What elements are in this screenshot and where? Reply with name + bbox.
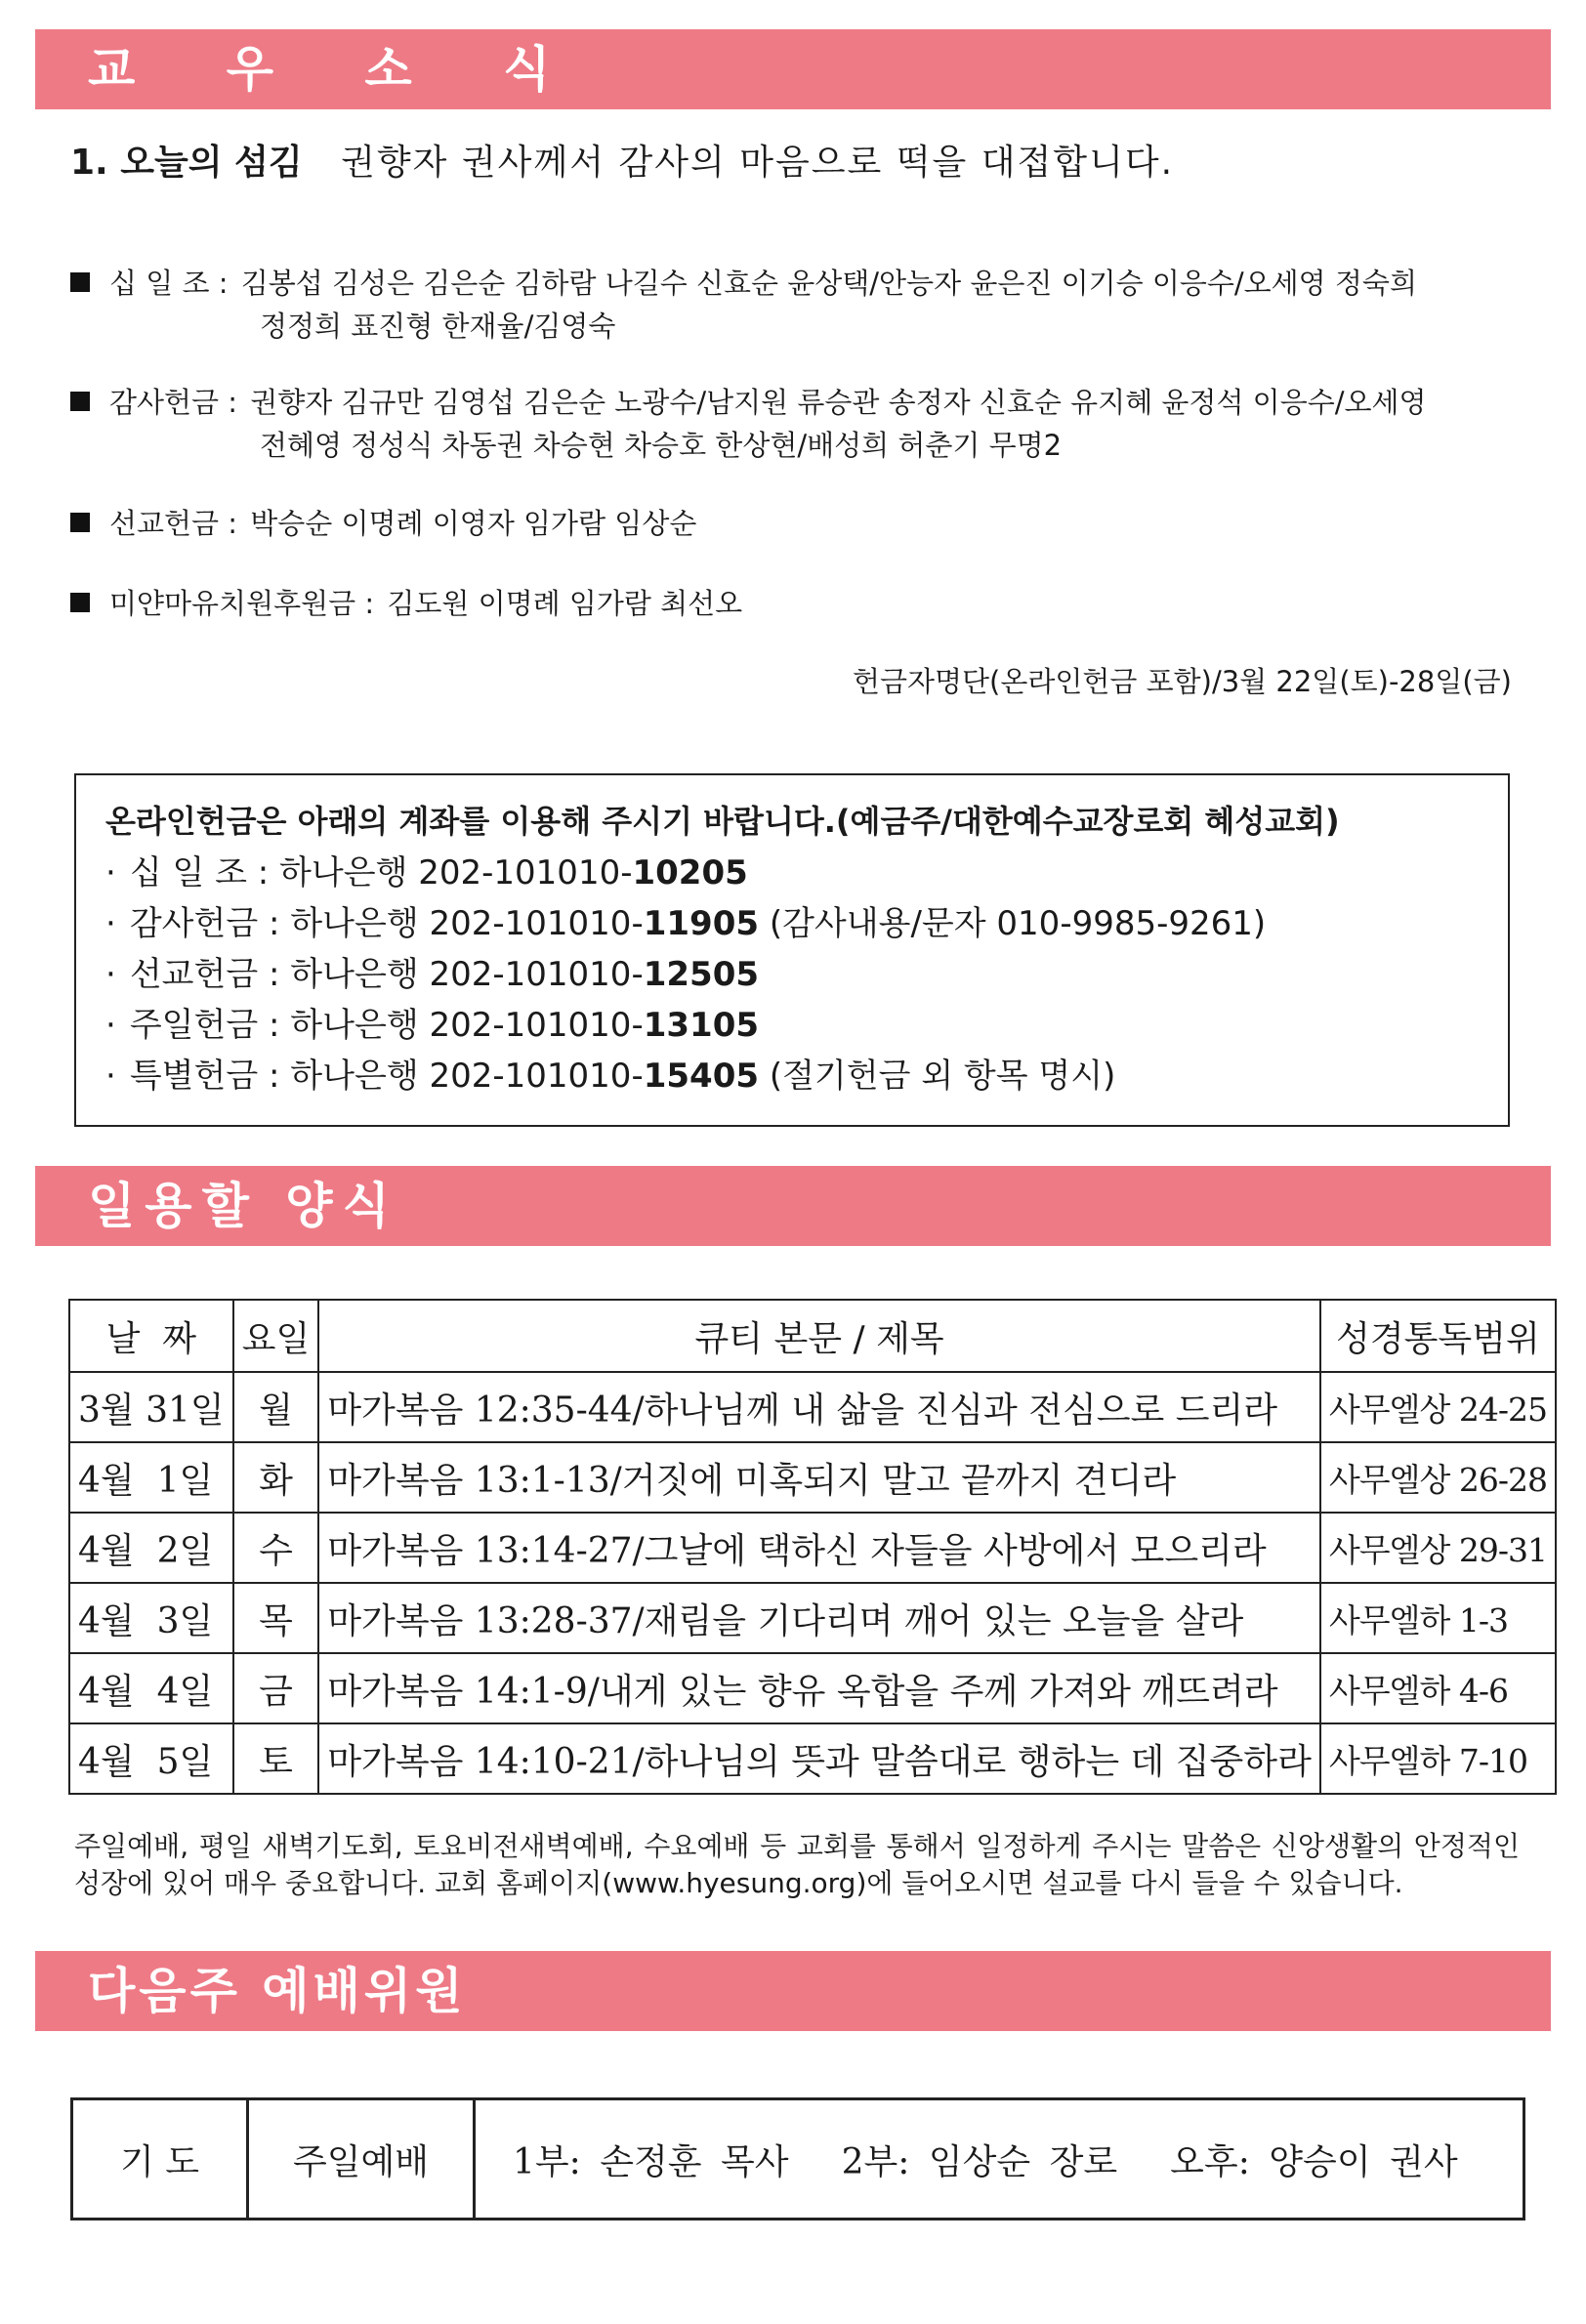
daily-bread-table <box>68 1299 1557 1795</box>
square-bullet-icon <box>70 272 90 292</box>
daily-bread-note: 주일예배, 평일 새벽기도회, 토요비전새벽예배, 수요예배 등 교회를 통해서 일정하게 주시는 말씀은 신앙생활의 안정적인 성장에 있어 매우 중요합니다. 교회 홈페이지(www.hyesung.org)에 들어오시면 설교를 다시 들을 수 있습니다. <box>74 1830 1520 1899</box>
account-row: · 십 일 조 : 하나은행 202-101010-10205 <box>105 853 748 892</box>
section-header-news: 교 우 소 식 <box>35 29 1551 109</box>
donor-tithe <box>70 262 1516 348</box>
donor-category: 미얀마유치원후원금 : <box>109 587 375 620</box>
square-bullet-icon <box>70 392 90 411</box>
table-row <box>72 2099 1524 2220</box>
online-giving-title: 온라인헌금은 아래의 계좌를 이용해 주시기 바랍니다.(예금주/대한예수교장로회 혜성교회) <box>105 803 1340 840</box>
account-row: · 특별헌금 : 하나은행 202-101010-15405 (절기헌금 외 항목 명시) <box>105 1057 1116 1096</box>
people-cell <box>475 2099 1524 2220</box>
donor-names: 김봉섭 김성은 김은순 김하람 나길수 신효순 윤상택/안능자 윤은진 이기승 이응수/오세영 정숙희 <box>240 267 1417 300</box>
account-number: 202-101010-13105 <box>429 1006 760 1045</box>
account-number: 202-101010-10205 <box>418 853 748 892</box>
donor-category: 감사헌금 : <box>109 386 238 419</box>
square-bullet-icon <box>70 513 90 532</box>
table-row: 4월 5일 토 마가복음 14:10-21/하나님의 뜻과 말씀대로 행하는 데 집중하라 사무엘하 7-10 <box>69 1723 1556 1794</box>
serving-text: 권향자 권사께서 감사의 마음으로 떡을 대접합니다. <box>341 143 1175 183</box>
header-date: 날 짜 <box>69 1300 233 1372</box>
first-service: 1부: 손정훈 목사 <box>513 2141 789 2182</box>
header-day: 요일 <box>233 1300 319 1372</box>
section-header-next-week: 다음주 예배위원 <box>35 1951 1551 2031</box>
header-bible: 성경통독범위 <box>1320 1300 1556 1372</box>
donor-period: 헌금자명단(온라인헌금 포함)/3월 22일(토)-28일(금) <box>852 665 1512 698</box>
donor-names: 박승순 이명례 이영자 임가람 임상순 <box>250 507 697 540</box>
service-cell: 주일예배 <box>248 2099 475 2220</box>
table-row: 4월 1일 화 마가복음 13:1-13/거짓에 미혹되지 말고 끝까지 견디라 사무엘상 26-28 <box>69 1442 1556 1513</box>
table-row: 4월 4일 금 마가복음 14:1-9/내게 있는 향유 옥합을 주께 가져와 깨뜨려라 사무엘하 4-6 <box>69 1653 1556 1723</box>
serving-line <box>70 135 1174 185</box>
section-header-daily-bread: 일용할 양식 <box>35 1166 1551 1246</box>
online-giving-box <box>74 773 1510 1127</box>
account-row: · 감사헌금 : 하나은행 202-101010-11905 (감사내용/문자 010-9985-9261) <box>105 904 1267 943</box>
account-number: 202-101010-11905 <box>429 904 760 943</box>
worship-committee-table <box>70 2097 1525 2220</box>
donor-myanmar <box>70 582 1516 625</box>
account-note: (감사내용/문자 010-9985-9261) <box>769 904 1267 943</box>
square-bullet-icon <box>70 593 90 612</box>
account-note: (절기헌금 외 항목 명시) <box>769 1057 1116 1096</box>
donor-names-cont: 전혜영 정성식 차동권 차승현 차승호 한상현/배성희 허춘기 무명2 <box>260 429 1063 462</box>
role-cell: 기 도 <box>72 2099 248 2220</box>
table-row: 3월 31일 월 마가복음 12:35-44/하나님께 내 삶을 진심과 전심으로 드리라 사무엘상 24-25 <box>69 1372 1556 1442</box>
donor-mission <box>70 502 1516 545</box>
table-row: 4월 3일 목 마가복음 13:28-37/재림을 기다리며 깨어 있는 오늘을 살라 사무엘하 1-3 <box>69 1583 1556 1653</box>
header-passage: 큐티 본문 / 제목 <box>318 1300 1320 1372</box>
donor-names: 권향자 김규만 김영섭 김은순 노광수/남지원 류승관 송정자 신효순 유지혜 윤정석 이응수/오세영 <box>250 386 1427 419</box>
afternoon-service: 오후: 양승이 권사 <box>1170 2141 1458 2182</box>
donor-names: 김도원 이명례 임가람 최선오 <box>387 587 743 620</box>
table-header-row <box>69 1300 1556 1372</box>
donor-names-cont: 정정희 표진형 한재율/김영숙 <box>260 310 616 343</box>
serving-label: 1. 오늘의 섬김 <box>70 143 303 183</box>
second-service: 2부: 임상순 장로 <box>841 2141 1118 2182</box>
account-number: 202-101010-12505 <box>429 955 760 994</box>
account-row: · 선교헌금 : 하나은행 202-101010-12505 <box>105 955 760 994</box>
donor-category: 십 일 조 : <box>109 267 229 300</box>
donor-thanks <box>70 381 1516 467</box>
account-row: · 주일헌금 : 하나은행 202-101010-13105 <box>105 1006 760 1045</box>
donor-category: 선교헌금 : <box>109 507 238 540</box>
account-number: 202-101010-15405 <box>429 1057 760 1096</box>
table-row: 4월 2일 수 마가복음 13:14-27/그날에 택하신 자들을 사방에서 모으리라 사무엘상 29-31 <box>69 1513 1556 1583</box>
